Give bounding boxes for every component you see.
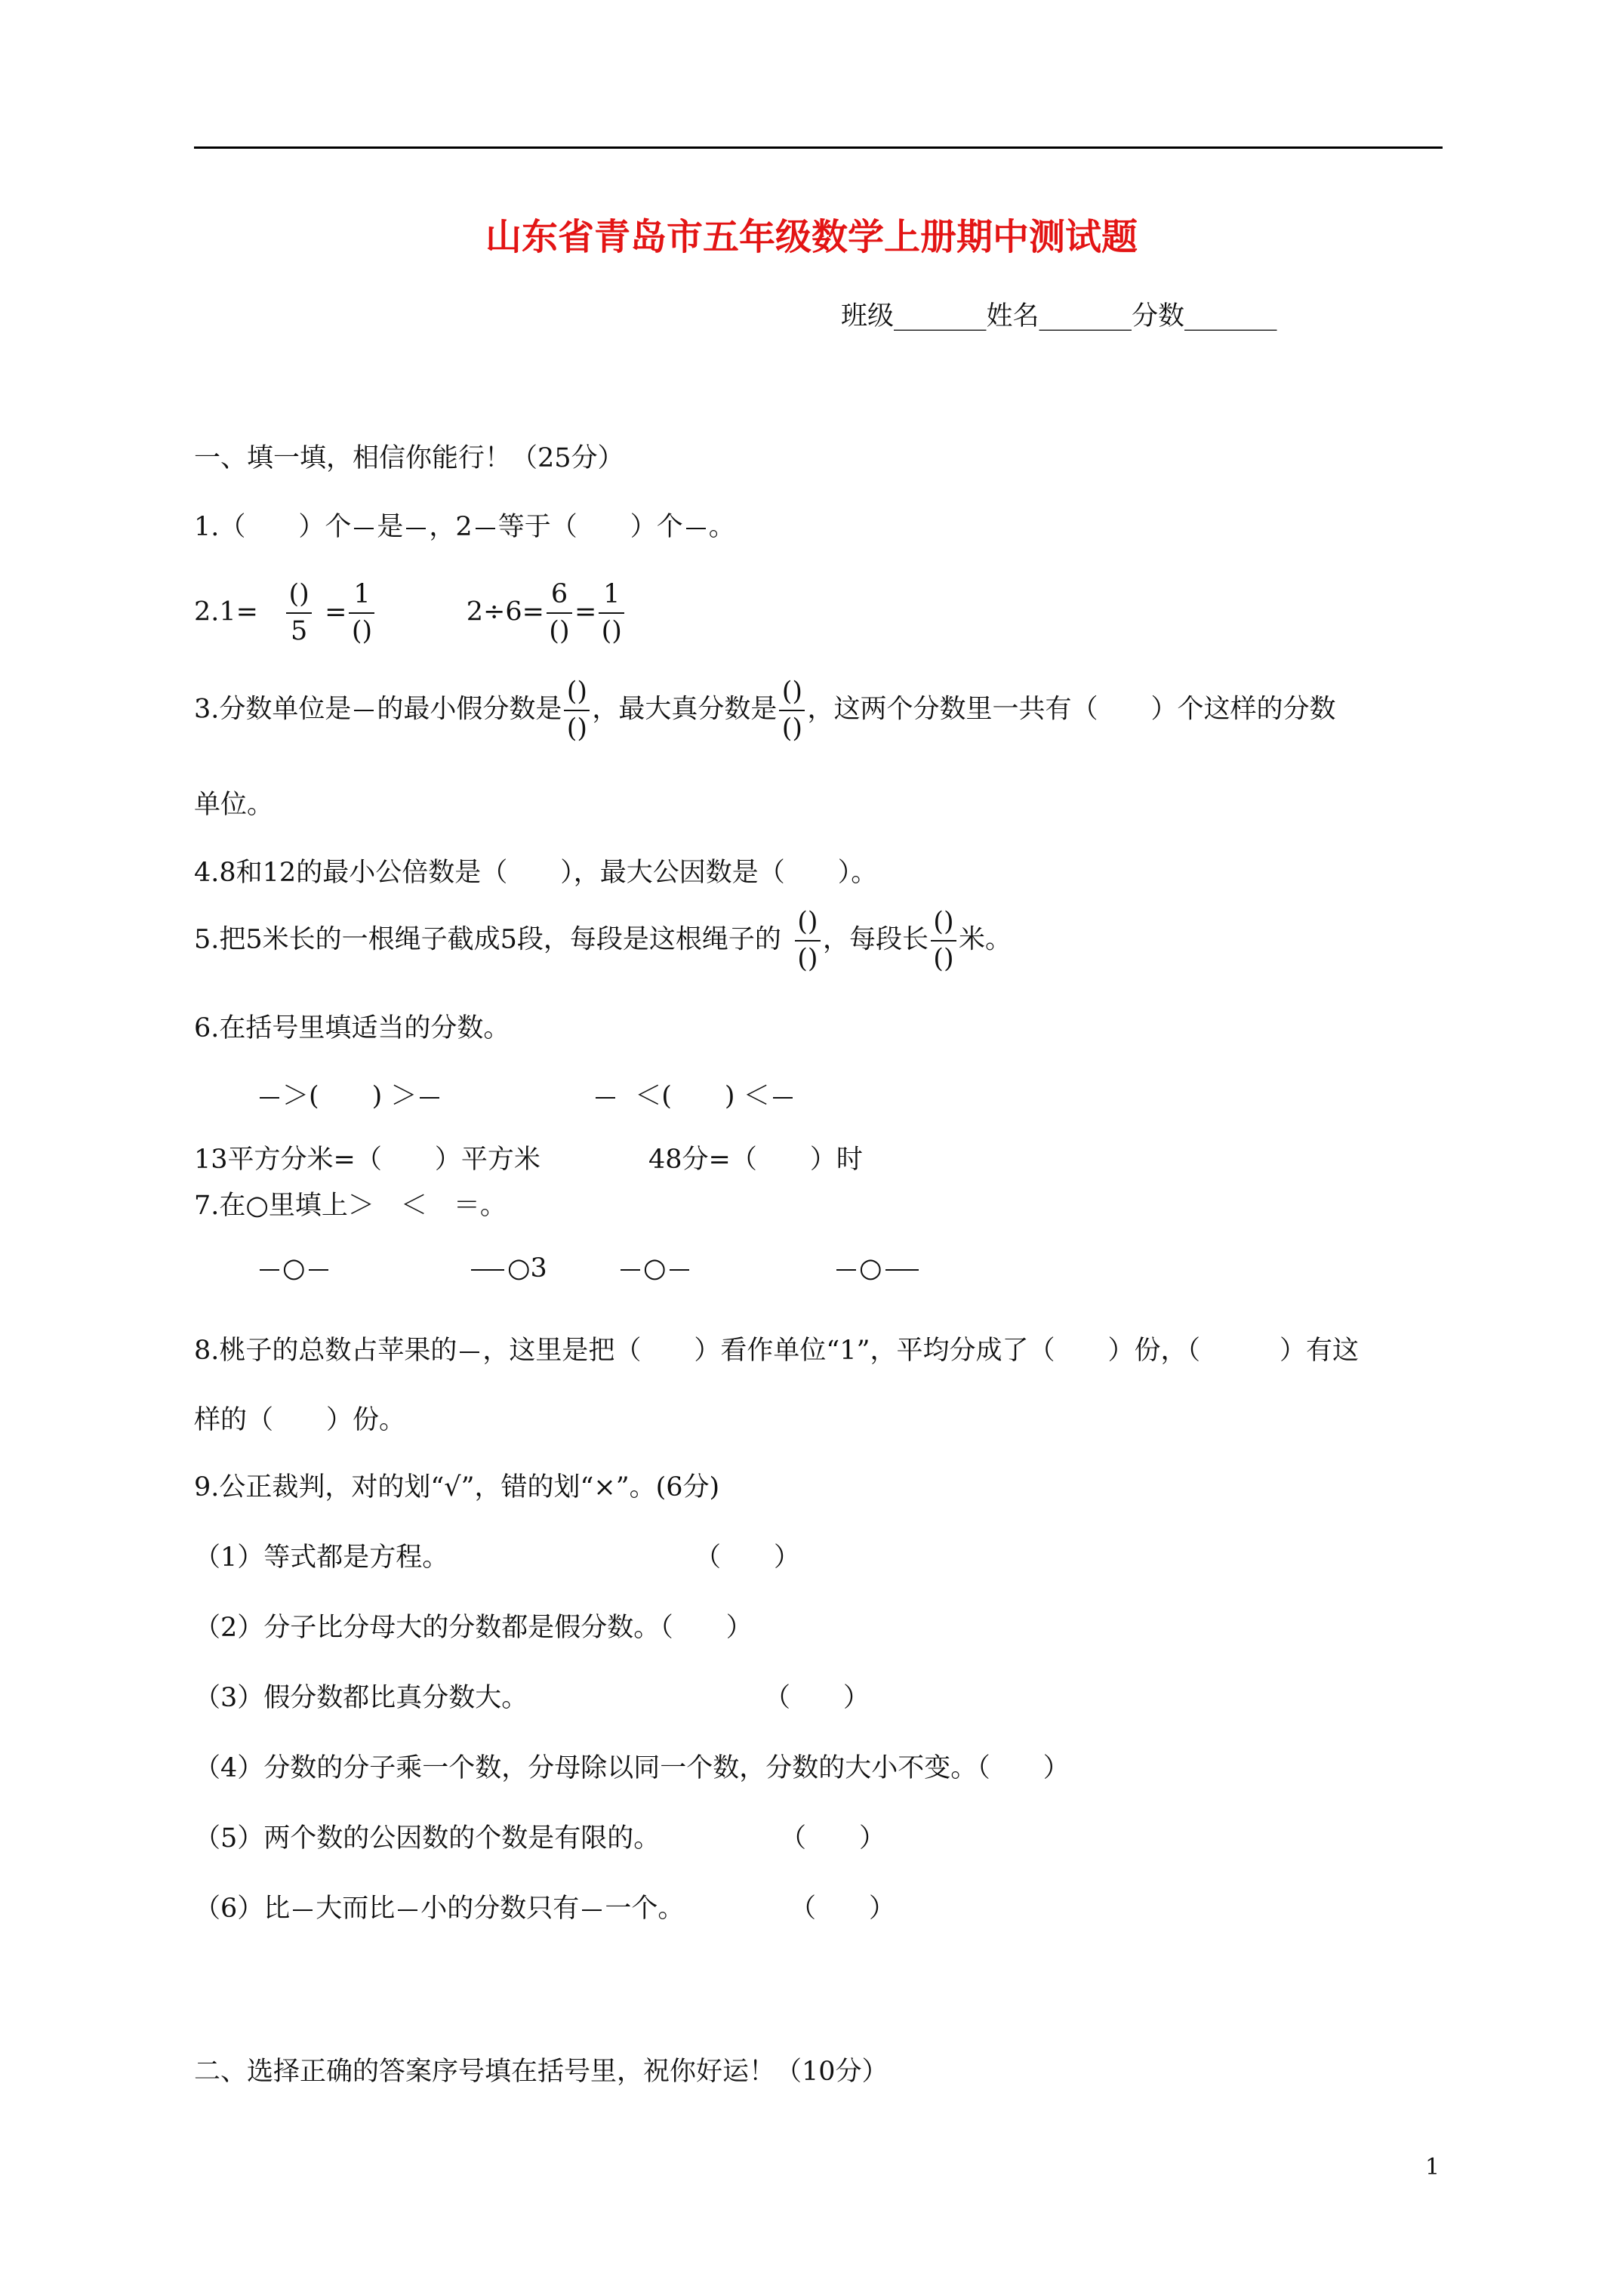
fraction: $\frac{()}{()}$	[564, 679, 590, 742]
question-4: 4.8和12的最小公倍数是（ ），最大公因数是（ ）。	[194, 858, 878, 888]
fraction-placeholder	[420, 1097, 439, 1099]
question-7-comparison-4	[833, 1253, 922, 1284]
fraction-placeholder	[354, 710, 374, 711]
fraction-placeholder	[596, 1097, 615, 1099]
fraction-placeholder	[406, 528, 426, 529]
circle-blank: ○	[859, 1253, 882, 1284]
fraction-placeholder	[836, 1269, 856, 1271]
fraction-placeholder	[354, 528, 374, 529]
fraction: $\frac{()}{()}$	[795, 909, 821, 972]
judge-item-2: （2）分子比分母大的分数都是假分数。（ ）	[194, 1613, 753, 1643]
question-9-heading: 9.公正裁判，对的划“√”，错的划“×”。(6分)	[194, 1472, 720, 1502]
fraction-placeholder	[460, 1351, 479, 1353]
fraction: $\frac{1}{()}$	[349, 581, 374, 645]
question-2: 2.1= $\frac{()}{5}$ = $\frac{1}{()}$ 2÷6= $\frac{6}{()}$ = $\frac{1}{()}$	[194, 581, 627, 645]
question-7-comparison-1	[257, 1253, 331, 1284]
fraction-placeholder	[471, 1269, 504, 1271]
question-7-comparison-2	[468, 1253, 547, 1284]
circle-blank: ○	[282, 1253, 306, 1284]
fraction-placeholder	[398, 1909, 417, 1911]
question-7-comparison-3	[617, 1253, 692, 1284]
fraction: $\frac{6}{()}$	[547, 581, 572, 645]
question-7-heading: 7.在○里填上＞ ＜ ＝。	[194, 1191, 507, 1221]
judge-item-3-answer: （ ）	[764, 1683, 870, 1713]
question-6-row1-right: ＜( ) ＜	[593, 1083, 796, 1110]
fraction: $\frac{()}{()}$	[931, 909, 956, 972]
judge-item-4: （4）分数的分子乘一个数，分母除以同一个数，分数的大小不变。（ ）	[194, 1753, 1070, 1783]
circle-blank: ○	[643, 1253, 667, 1284]
judge-item-5: （5）两个数的公因数的个数是有限的。	[194, 1823, 661, 1854]
page-number: 1	[1425, 2154, 1440, 2180]
question-3: 3.分数单位是 的最小假分数是 $\frac{()}{()}$ ，最大真分数是 $\frac{()}{()}$ ，这两个分数里一共有（ ）个这样的分数	[194, 676, 1336, 744]
fraction-placeholder	[773, 1097, 793, 1099]
top-rule	[194, 146, 1443, 149]
question-1: 1.（ ）个 是 ，2 等于（ ）个 。	[194, 512, 735, 542]
fraction: $\frac{1}{()}$	[599, 581, 624, 645]
judge-item-6-answer: （ ）	[790, 1894, 896, 1924]
question-3-line2: 单位。	[194, 790, 274, 820]
fraction-placeholder	[582, 1909, 602, 1911]
question-6-row2-right: 48分=（ ）时	[648, 1145, 863, 1175]
fraction: $\frac{()}{()}$	[779, 679, 805, 742]
question-8-line2: 样的（ ）份。	[194, 1405, 406, 1435]
judge-item-6: （6）比 大而比 小的分数只有 一个。	[194, 1894, 685, 1924]
section2-heading: 二、选择正确的答案序号填在括号里，祝你好运！（10分）	[194, 2057, 888, 2087]
fraction-placeholder	[293, 1909, 313, 1911]
fraction-placeholder	[670, 1269, 689, 1271]
header-fields: 班级_______姓名_______分数_______	[841, 301, 1277, 331]
fraction-placeholder	[260, 1097, 279, 1099]
fraction-placeholder	[260, 1269, 279, 1271]
question-6-heading: 6.在括号里填适当的分数。	[194, 1013, 510, 1043]
circle-blank: ○3	[507, 1253, 547, 1284]
fraction-placeholder	[476, 528, 495, 529]
fraction-placeholder	[621, 1269, 640, 1271]
section1-heading: 一、填一填，相信你能行！（25分）	[194, 443, 624, 473]
judge-item-1-answer: （ ）	[694, 1542, 801, 1573]
fraction-placeholder	[309, 1269, 328, 1271]
judge-item-5-answer: （ ）	[780, 1823, 886, 1854]
judge-item-3: （3）假分数都比真分数大。	[194, 1683, 528, 1713]
question-6-row1-left: ＞( ) ＞	[257, 1083, 442, 1110]
question-6-row2-left: 13平方分米=（ ）平方米	[194, 1145, 540, 1175]
fraction-placeholder	[686, 528, 706, 529]
question-5: 5.把5米长的一根绳子截成5段，每段是这根绳子的 $\frac{()}{()}$ ，每段长 $\frac{()}{()}$ 米。	[194, 907, 1012, 974]
page-title: 山东省青岛市五年级数学上册期中测试题	[485, 216, 1138, 258]
fraction: $\frac{()}{5}$	[286, 581, 312, 645]
fraction-placeholder	[885, 1269, 919, 1271]
question-8: 8.桃子的总数占苹果的 ，这里是把（ ）看作单位“1”，平均分成了（ ）份，（ ）有这	[194, 1336, 1359, 1366]
judge-item-1: （1）等式都是方程。	[194, 1542, 449, 1573]
